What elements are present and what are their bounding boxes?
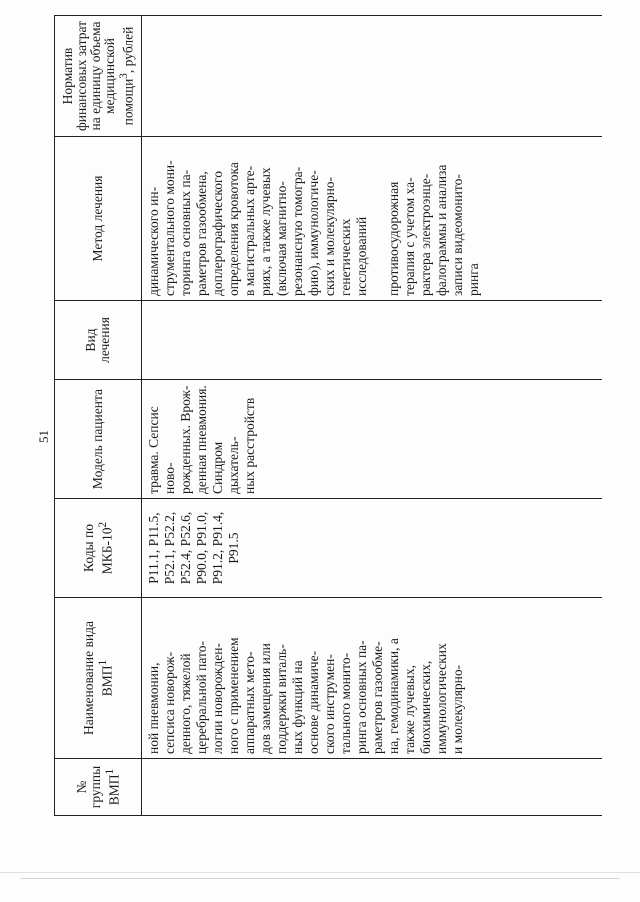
- cell-patient-model: [142, 380, 603, 499]
- medical-care-table: [54, 15, 602, 816]
- scan-edge-line: [20, 878, 620, 879]
- header-cost-norm: Норматив финансовых затрат на единицу объема медицинской помощи$^3$, рублей: [55, 16, 142, 137]
- icd-code-line: P52.1, P52.2,: [162, 511, 177, 585]
- vmp-name-line: раметров газообме-: [370, 641, 385, 754]
- method-line: ринга: [466, 263, 481, 296]
- patient-model-line: Синдром дыхатель-: [210, 436, 241, 494]
- icd-code-line: P52.4, P52.6,: [178, 511, 193, 585]
- vmp-name-line: поддержки виталь-: [274, 644, 289, 754]
- method-line: фию), иммунологиче-: [306, 170, 321, 296]
- patient-model-line: ных расстройств: [242, 397, 257, 494]
- method-line: исследований: [354, 216, 369, 296]
- header-vmp-type: Наименование вида ВМП$^1$: [55, 598, 142, 759]
- vmp-name-line: церебральной пато-: [194, 641, 209, 754]
- vmp-name-line: на, гемодинамики, а: [386, 638, 401, 754]
- method-line: (включая магнитно-: [274, 181, 289, 296]
- vmp-name-line: ского инструмен-: [322, 654, 337, 754]
- method-line: риях, а также лучевых: [258, 167, 273, 296]
- page-number: 51: [36, 430, 51, 443]
- vmp-name-line: иммунологических: [434, 643, 449, 754]
- method-line: резонансную томогра-: [290, 166, 305, 296]
- patient-model-line: травма. Сепсис ново-: [146, 406, 177, 494]
- cell-cost: [142, 16, 603, 137]
- icd-code-line: P90.0, P91.0,: [194, 511, 209, 585]
- header-icd-codes: Коды по МКБ-$10^2$: [55, 499, 142, 598]
- header-treatment-type: Вид лечения: [55, 301, 142, 380]
- cell-group: [142, 759, 603, 816]
- method-line: ских и молекулярно-: [322, 176, 337, 296]
- header-patient-model: Модель пациента: [55, 380, 142, 499]
- method-line: противосудорожная: [386, 181, 401, 296]
- vmp-name-line: сепсиса новорож-: [162, 651, 177, 754]
- patient-model-line: денная пневмония.: [194, 385, 209, 494]
- method-line: записи видеомонито-: [450, 174, 465, 296]
- vmp-name-line: основе динамиче-: [306, 650, 321, 754]
- method-spacer: [370, 141, 386, 296]
- method-line: доплерографического: [210, 170, 225, 296]
- method-line: терапия с учетом ха-: [402, 177, 417, 296]
- vmp-name-line: и молекулярно-: [450, 664, 465, 754]
- vmp-name-line: дов замещения или: [258, 643, 273, 754]
- vmp-name-line: аппаратных мето-: [242, 651, 257, 754]
- method-line: рактера электроэнце-: [418, 173, 433, 296]
- header-group-number: № группы ВМП$^1$: [55, 759, 142, 816]
- method-line: струментального мони-: [162, 160, 177, 296]
- method-line: торинга основных па-: [178, 169, 193, 296]
- method-line: раметров газообмена,: [194, 171, 209, 296]
- vmp-name-line: биохимических,: [418, 660, 433, 754]
- rotated-table-wrapper: [54, 20, 602, 816]
- method-line: фалограммы и анализа: [434, 164, 449, 296]
- cell-treatment-type: [142, 301, 603, 380]
- table-row: [142, 16, 603, 816]
- cell-treatment-method: [142, 137, 603, 301]
- vmp-name-line: также лучевых,: [402, 665, 417, 754]
- vmp-name-line: денного, тяжелой: [178, 653, 193, 754]
- vmp-name-line: ной пневмонии,: [146, 662, 161, 754]
- method-line: генетических: [338, 218, 353, 296]
- vmp-name-line: логии новорожден-: [210, 643, 225, 754]
- vmp-name-line: ных функций на: [290, 660, 305, 754]
- header-row: [55, 16, 142, 816]
- header-treatment-method: Метод лечения: [55, 137, 142, 301]
- vmp-name-line: ринга основных па-: [354, 640, 369, 754]
- icd-code-line: P91.5: [226, 532, 241, 564]
- patient-model-line: рожденных. Врож-: [178, 385, 193, 494]
- icd-code-line: P91.2, P91.4,: [210, 511, 225, 585]
- method-line: в магистральных арте-: [242, 165, 257, 296]
- icd-code-line: P11.1, P11.5,: [146, 512, 161, 584]
- vmp-name-line: тального монито-: [338, 652, 353, 754]
- method-line: определения кровотока: [226, 162, 241, 296]
- cell-vmp-name: [142, 598, 603, 759]
- cell-icd-codes: [142, 499, 603, 598]
- scan-edge-line: [0, 872, 640, 873]
- method-line: динамического ин-: [146, 186, 161, 296]
- vmp-name-line: ного с применением: [226, 637, 241, 754]
